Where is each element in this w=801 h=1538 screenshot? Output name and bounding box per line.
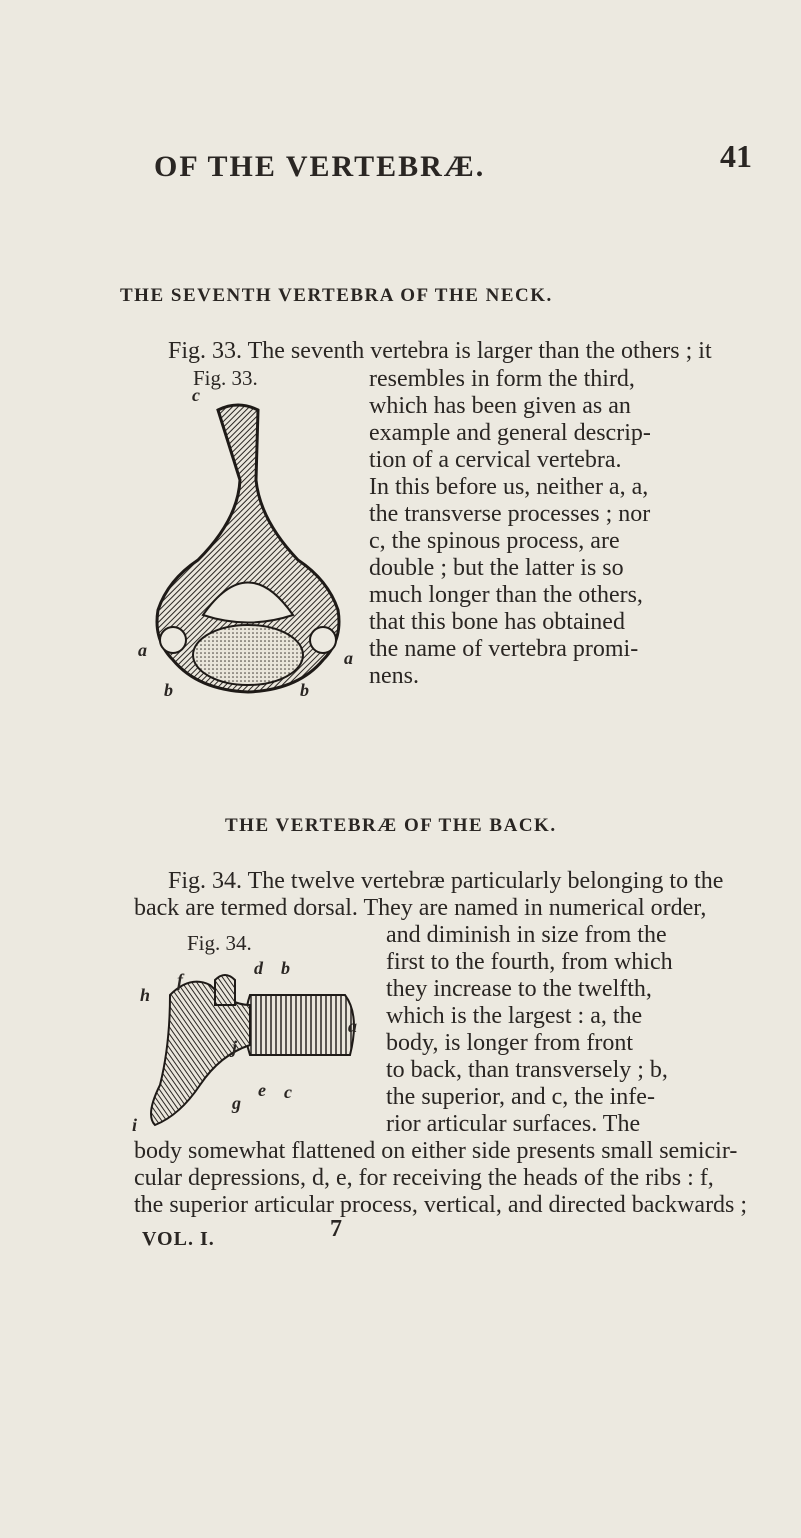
text-line: much longer than the others, <box>369 582 643 608</box>
text-line: the transverse processes ; nor <box>369 501 651 527</box>
text-line: to back, than transversely ; b, <box>386 1057 668 1083</box>
footer-volume: VOL. I. <box>142 1228 215 1250</box>
text-line: In this before us, neither a, a, <box>369 474 649 500</box>
figure-33-illustration <box>148 400 353 700</box>
footer-signature: 7 <box>330 1216 343 1242</box>
text-line: resembles in form the third, <box>369 366 635 392</box>
text-line: Fig. 34. The twelve vertebræ particularly belonging to the <box>168 868 724 894</box>
text-line: example and general descrip- <box>369 420 651 446</box>
figure-33-label-b-right: b <box>300 680 309 700</box>
text-line: nens. <box>369 663 419 689</box>
figure-33-label-c: c <box>192 385 200 405</box>
figure-34-label-e: e <box>258 1080 266 1100</box>
text-line: Fig. 33. The seventh vertebra is larger than the others ; it <box>168 338 712 364</box>
figure-34-label-c: c <box>284 1082 292 1102</box>
figure-34-label-i: i <box>132 1115 138 1135</box>
text-line: they increase to the twelfth, <box>386 976 652 1002</box>
text-line: body, is longer from front <box>386 1030 634 1056</box>
figure-34-label-h: h <box>140 985 151 1005</box>
text-line: which has been given as an <box>369 393 631 419</box>
figure-34-illustration <box>140 965 370 1130</box>
text-line: the superior articular process, vertical, and directed backwards ; <box>134 1192 748 1218</box>
text-line: back are termed dorsal. They are named in numerical order, <box>134 895 707 921</box>
text-line: c, the spinous process, are <box>369 528 620 554</box>
figure-33-label-b-left: b <box>164 680 173 700</box>
figure-34-label-f: f <box>177 970 183 990</box>
text-line: the name of vertebra promi- <box>369 636 639 662</box>
figure-33-label-a-right: a <box>344 648 353 668</box>
text-line: body somewhat flattened on either side presents small semicir- <box>134 1138 738 1164</box>
text-line: cular depressions, d, e, for receiving the heads of the ribs : f, <box>134 1165 714 1191</box>
page-number: 41 <box>720 138 752 174</box>
text-line: and diminish in size from the <box>386 922 667 948</box>
figure-34-label-d: d <box>254 958 263 978</box>
text-line: which is the largest : a, the <box>386 1003 643 1029</box>
text-line: the superior, and c, the infe- <box>386 1084 655 1110</box>
text-line: double ; but the latter is so <box>369 555 624 581</box>
section-heading-vertebrae-of-back: THE VERTEBRÆ OF THE BACK. <box>225 815 557 836</box>
section-heading-seventh-vertebra: THE SEVENTH VERTEBRA OF THE NECK. <box>120 285 553 306</box>
figure-34-caption: Fig. 34. <box>187 931 252 955</box>
figure-34-label-g: g <box>232 1093 241 1113</box>
text-line: tion of a cervical vertebra. <box>369 447 622 473</box>
figure-34-label-b: b <box>281 958 290 978</box>
figure-34-label-a: a <box>348 1016 357 1036</box>
figure-34-label-j: j <box>232 1037 238 1057</box>
text-line: rior articular surfaces. The <box>386 1111 641 1137</box>
figure-33-caption: Fig. 33. <box>193 366 258 390</box>
figure-33-label-a-left: a <box>138 640 147 660</box>
running-head: OF THE VERTEBRÆ. <box>154 150 486 183</box>
text-line: that this bone has obtained <box>369 609 625 635</box>
text-line: first to the fourth, from which <box>386 949 673 975</box>
